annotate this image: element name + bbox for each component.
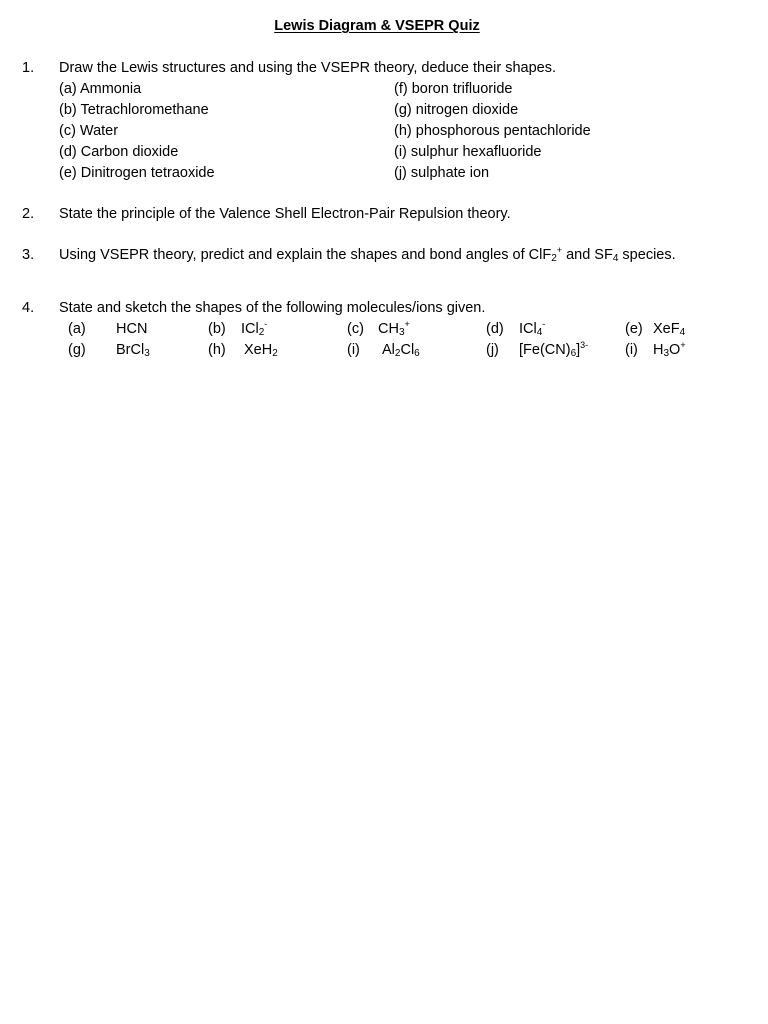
q3-sup-1: + <box>556 245 563 255</box>
q4-g-sub: 3 <box>144 348 150 359</box>
q4-label-h: (h) <box>208 342 226 358</box>
q4-h-main: XeH <box>244 342 273 358</box>
q4-label-c: (c) <box>347 321 364 337</box>
q4-b-main: ICl <box>241 321 259 337</box>
q4-j-main-1: [Fe(CN) <box>519 342 571 358</box>
q4-b-sub: 2 <box>258 327 265 338</box>
q4-g-main: BrCl <box>116 342 145 358</box>
q4-i-sub-2: 6 <box>414 348 420 359</box>
q1-item-d: (d) Carbon dioxide <box>59 144 179 160</box>
q4-j-sub: 6 <box>570 348 577 359</box>
q4-formula-h <box>244 342 278 358</box>
q4-label-j: (j) <box>486 342 499 358</box>
q4-j-sup: 3- <box>580 340 589 350</box>
q4-label-e: (e) <box>625 321 643 337</box>
q4-e-sub: 4 <box>679 327 686 338</box>
q3-text-before: Using VSEPR theory, predict and explain the shapes and bond angles of ClF <box>59 247 552 263</box>
q4-formula-j <box>519 342 588 358</box>
q4-c-sub: 3 <box>398 327 405 338</box>
q4-formula-b <box>241 321 267 337</box>
q1-item-g: (g) nitrogen dioxide <box>394 102 519 118</box>
q1-item-c: (c) Water <box>59 123 119 139</box>
q4-formula-i <box>382 342 420 358</box>
q4-i-main-1: Al <box>382 342 395 358</box>
q1-item-b: (b) Tetrachloromethane <box>59 102 209 118</box>
q4-formula-e <box>653 321 685 337</box>
q3-sub-1: 2 <box>551 253 557 264</box>
q4-k-main-2: O <box>669 342 681 358</box>
q1-item-e: (e) Dinitrogen tetraoxide <box>59 165 215 181</box>
question-2-text: State the principle of the Valence Shell Electron-Pair Repulsion theory. <box>59 206 511 222</box>
q4-c-main: CH <box>378 321 399 337</box>
q4-k-sub: 3 <box>663 348 670 359</box>
q4-h-sub: 2 <box>272 348 278 359</box>
q3-sub-2: 4 <box>612 253 619 264</box>
q4-formula-c <box>378 321 410 337</box>
q4-label-d: (d) <box>486 321 504 337</box>
page-title: Lewis Diagram & VSEPR Quiz <box>274 18 480 34</box>
q4-d-main: ICl <box>519 321 537 337</box>
q4-label-i: (i) <box>347 342 360 358</box>
q4-formula-d <box>519 321 545 337</box>
q4-j-main-2: ] <box>576 342 581 358</box>
q4-formula-k <box>653 342 686 358</box>
q1-item-i: (i) sulphur hexafluoride <box>394 144 542 160</box>
question-1-number: 1. <box>22 60 35 76</box>
q4-b-sup: - <box>264 319 268 329</box>
q4-label-k: (i) <box>625 342 638 358</box>
q1-item-a: (a) Ammonia <box>59 81 142 97</box>
q4-label-a: (a) <box>68 321 86 337</box>
q1-item-f: (f) boron trifluoride <box>394 81 513 97</box>
q4-label-g: (g) <box>68 342 86 358</box>
q4-e-main: XeF <box>653 321 680 337</box>
q1-item-j: (j) sulphate ion <box>394 165 490 181</box>
q4-label-b: (b) <box>208 321 226 337</box>
question-1-text: Draw the Lewis structures and using the VSEPR theory, deduce their shapes. <box>59 60 557 76</box>
q4-formula-a: HCN <box>116 321 148 337</box>
question-3-number: 3. <box>22 247 35 263</box>
q1-item-h: (h) phosphorous pentachloride <box>394 123 591 139</box>
question-4-number: 4. <box>22 300 35 316</box>
q4-i-main-2: Cl <box>400 342 415 358</box>
question-2-number: 2. <box>22 206 35 222</box>
q4-d-sup: - <box>542 319 546 329</box>
q4-d-sub: 4 <box>536 327 543 338</box>
q3-text-after: species. <box>618 247 676 263</box>
q4-c-sup: + <box>404 319 410 329</box>
q4-formula-g <box>116 342 150 358</box>
q4-k-main-1: H <box>653 342 664 358</box>
question-3-text <box>59 247 676 263</box>
q4-k-sup: + <box>680 340 686 350</box>
q4-i-sub-1: 2 <box>394 348 401 359</box>
question-4-text: State and sketch the shapes of the following molecules/ions given. <box>59 300 486 316</box>
q3-text-middle: and SF <box>562 247 613 263</box>
